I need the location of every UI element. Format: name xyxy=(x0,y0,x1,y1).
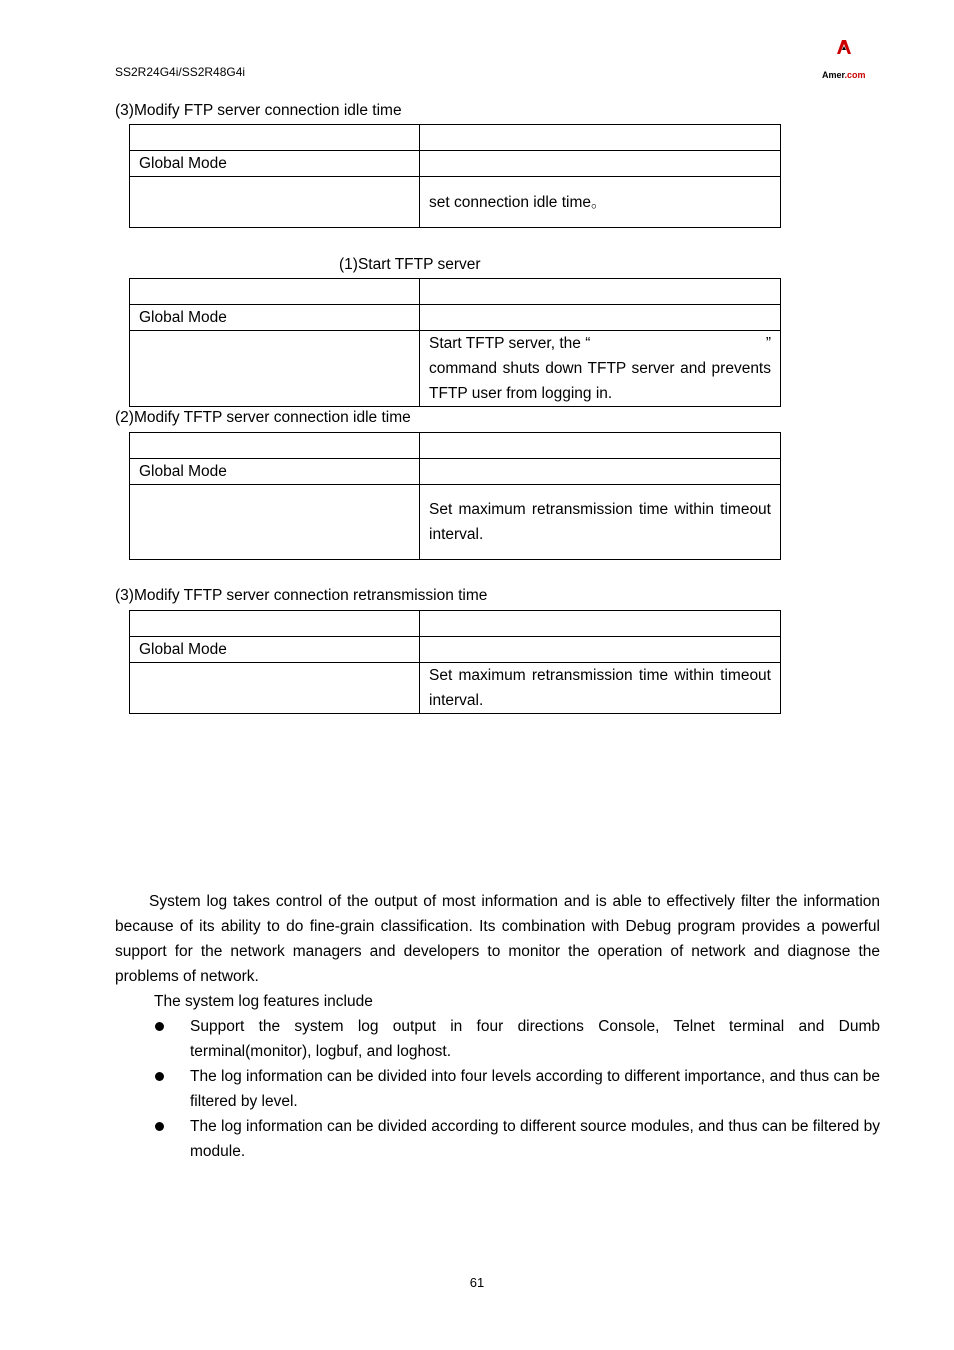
bullet-icon xyxy=(155,1072,164,1081)
amer-logo xyxy=(818,36,880,82)
mode-cell: Global Mode xyxy=(130,305,420,331)
explanation-cell: Set maximum retransmission time within timeout interval. xyxy=(420,663,781,714)
svg-text:Amer.com: Amer.com xyxy=(822,70,866,80)
mode-cell: Global Mode xyxy=(130,151,420,177)
syslog-feature-list xyxy=(155,1014,880,1164)
explanation-cell: Set maximum retransmission time within timeout interval. xyxy=(420,485,781,560)
section-caption: (2)Modify TFTP server connection idle time xyxy=(115,409,411,426)
section-caption: (3)Modify FTP server connection idle time xyxy=(115,102,402,119)
list-item: The log information can be divided according to different source modules, and thus can be filtered by module. xyxy=(155,1114,880,1164)
syslog-intro: The system log features include xyxy=(154,993,373,1010)
page-number: 61 xyxy=(469,1275,485,1290)
command-table xyxy=(129,432,781,560)
command-table xyxy=(129,124,781,228)
bullet-icon xyxy=(155,1022,164,1031)
section-caption: (1)Start TFTP server xyxy=(339,256,481,273)
command-table xyxy=(129,610,781,714)
bullet-icon xyxy=(155,1122,164,1131)
mode-cell: Global Mode xyxy=(130,459,420,485)
header-model: SS2R24G4i/SS2R48G4i xyxy=(115,65,246,79)
list-item: The log information can be divided into four levels according to different importance, and thus can be filtered by level. xyxy=(155,1064,880,1114)
explanation-line: ” xyxy=(765,335,771,352)
explanation-cell: set connection idle time。 xyxy=(420,177,781,228)
explanation-line: command shuts down TFTP server and prevents TFTP user from logging in. xyxy=(429,360,771,402)
explanation-line: Start TFTP server, the “ xyxy=(429,335,591,352)
command-table xyxy=(129,278,781,407)
mode-cell: Global Mode xyxy=(130,637,420,663)
explanation-cell xyxy=(420,331,781,407)
syslog-paragraph: System log takes control of the output of most information and is able to effectively filter the information because of its ability to do fine-grain classification. Its combination with Debug program provides a powerful support for the network managers and developers to monitor the operation of network and diagnose the problems of network. xyxy=(115,893,880,985)
section-caption: (3)Modify TFTP server connection retransmission time xyxy=(115,587,488,604)
list-item: Support the system log output in four directions Console, Telnet terminal and Dumb terminal(monitor), logbuf, and loghost. xyxy=(155,1014,880,1064)
